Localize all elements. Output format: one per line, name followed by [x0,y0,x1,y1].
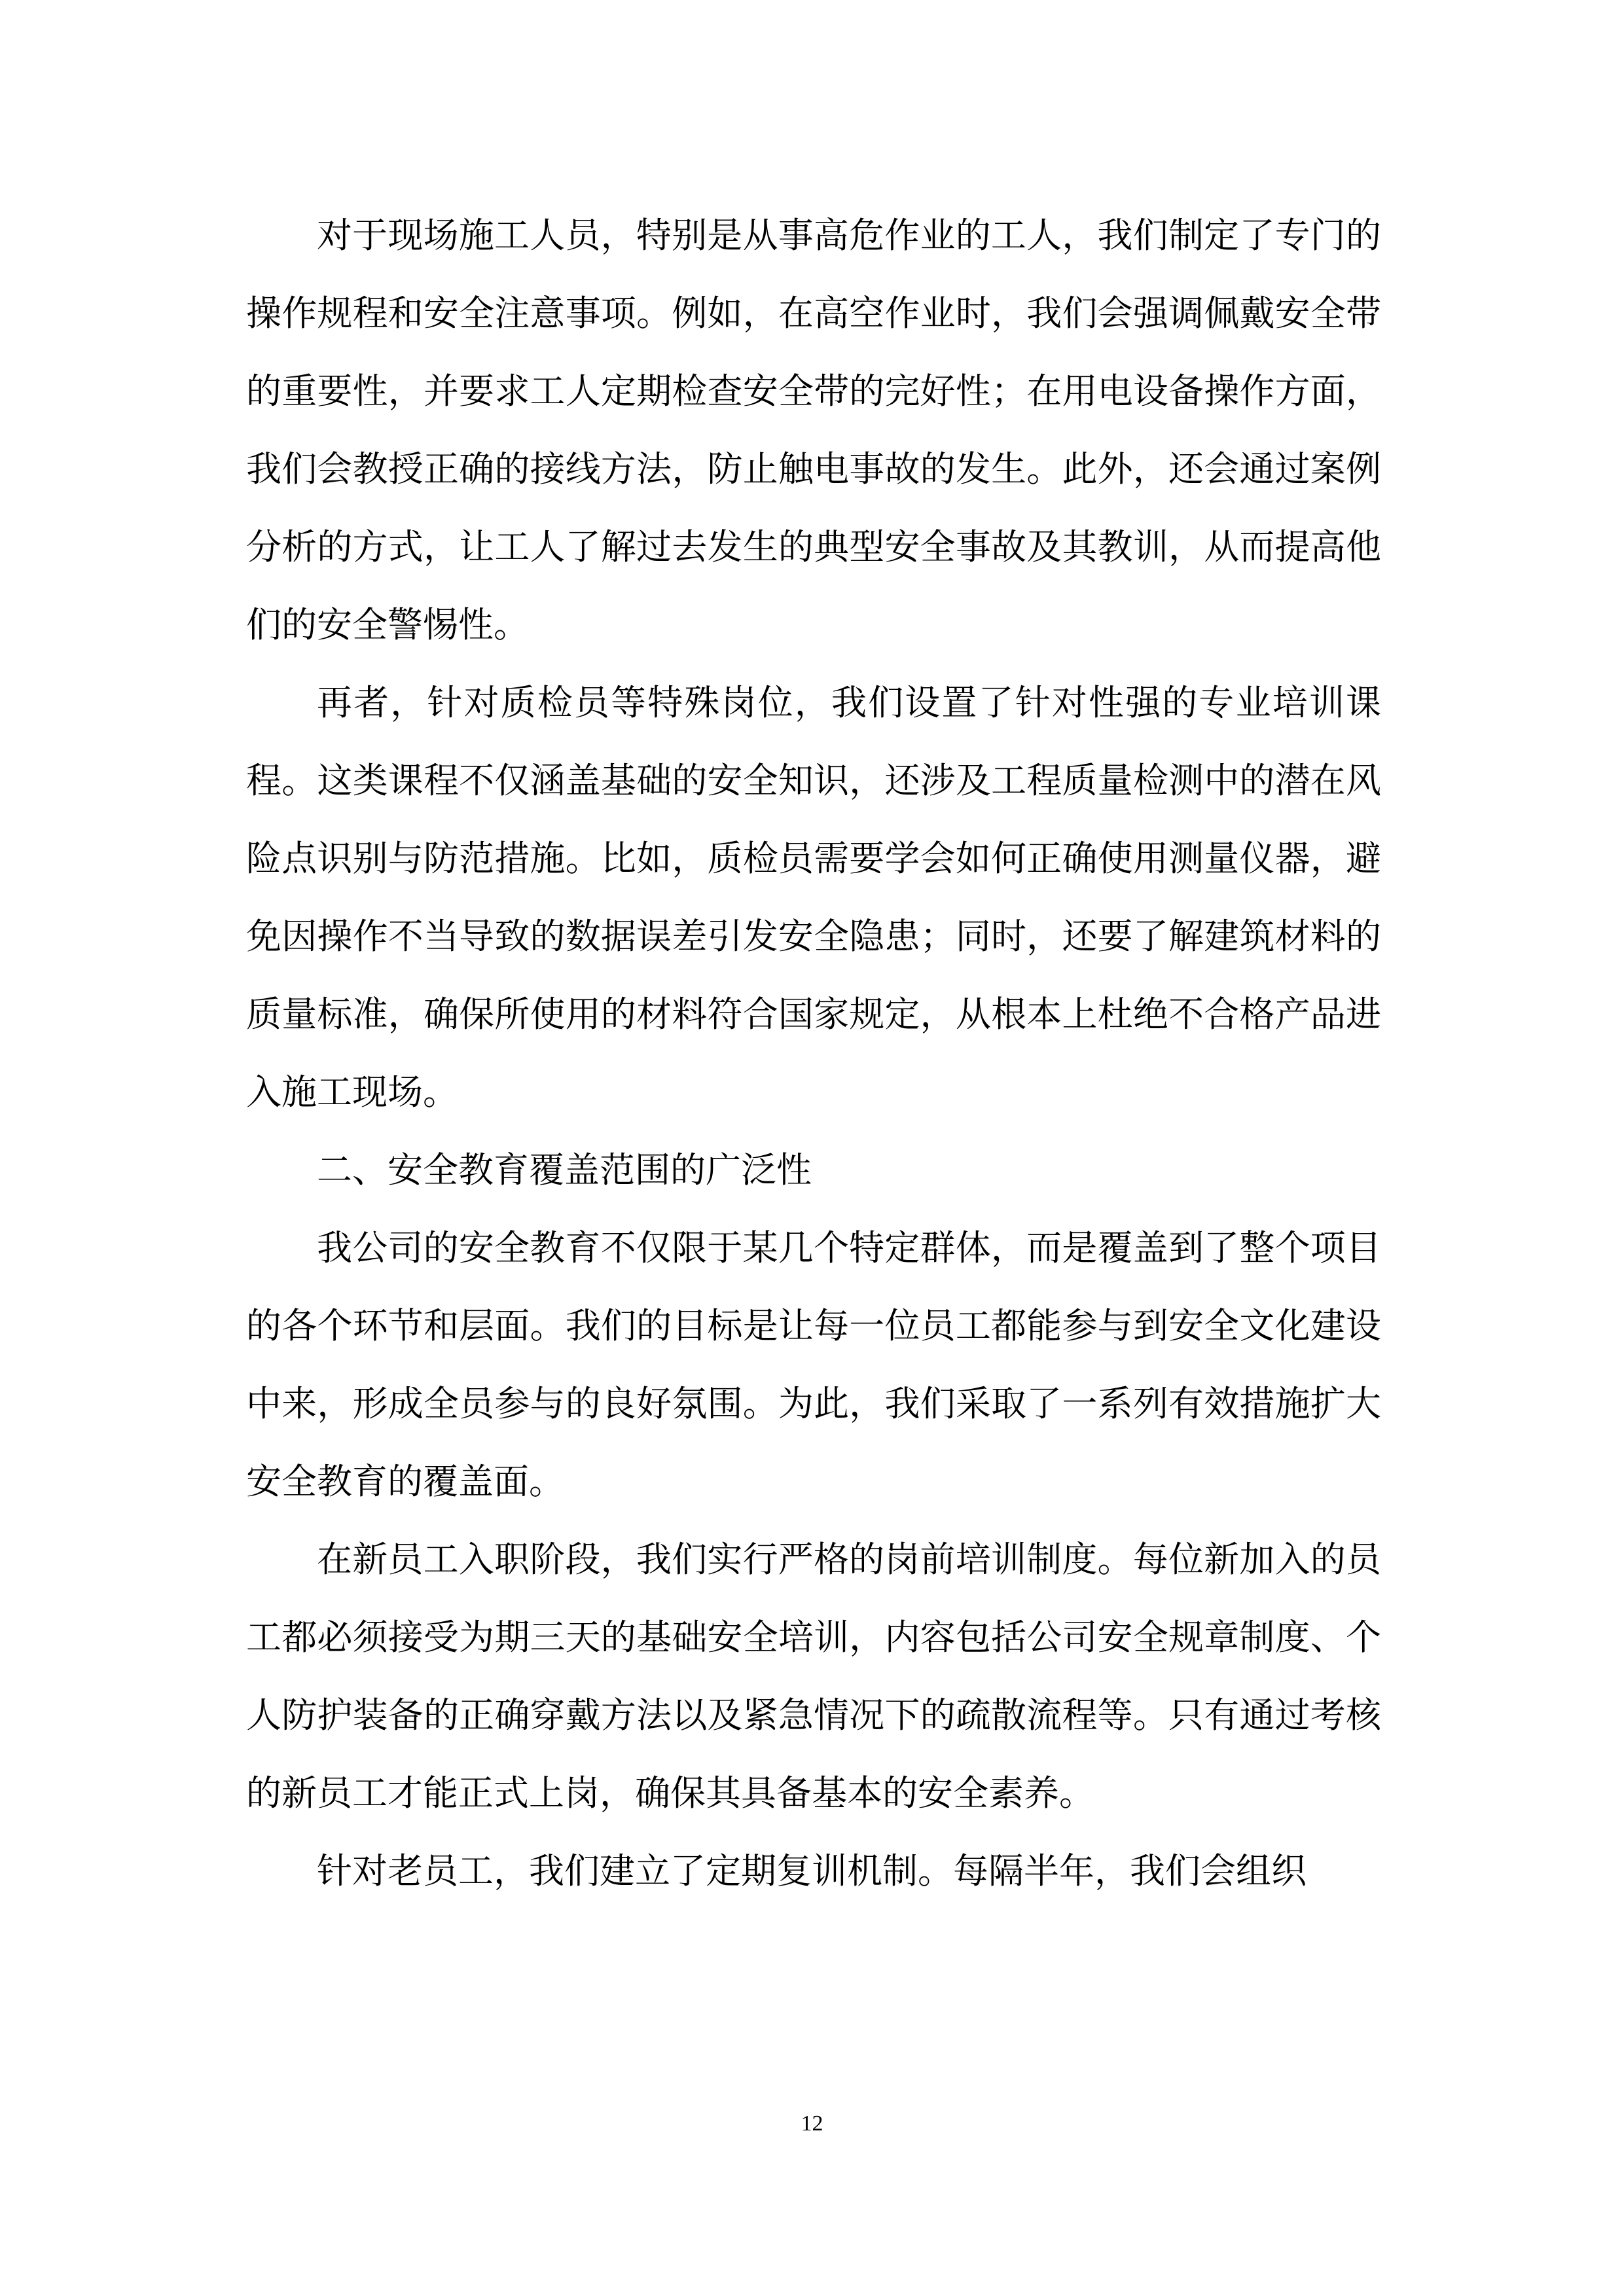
paragraph-veteran-employees: 针对老员工，我们建立了定期复训机制。每隔半年，我们会组织 [317,1850,1307,1892]
document-body [246,196,1381,1910]
paragraph-new-employees: 在新员工入职阶段，我们实行严格的岗前培训制度。每位新加入的员工都必须接受为期三天的基础安全培训，内容包括公司安全规章制度、个人防护装备的正确穿戴方法以及紧急情况下的疏散流程等。只有通过考核的新员工才能正式上岗，确保其具备基本的安全素养。 [246,1539,1381,1814]
paragraph-quality-inspectors: 再者，针对质检员等特殊岗位，我们设置了针对性强的专业培训课程。这类课程不仅涵盖基础的安全知识，还涉及工程质量检测中的潜在风险点识别与防范措施。比如，质检员需要学会如何正确使用测量仪器，避免因操作不当导致的数据误差引发安全隐患；同时，还要了解建筑材料的质量标准，确保所使用的材料符合国家规定，从根本上杜绝不合格产品进入施工现场。 [246,682,1381,1113]
section-heading-coverage: 二、安全教育覆盖范围的广泛性 [317,1149,812,1191]
paragraph-coverage-overview: 我公司的安全教育不仅限于某几个特定群体，而是覆盖到了整个项目的各个环节和层面。我们的目标是让每一位员工都能参与到安全文化建设中来，形成全员参与的良好氛围。为此，我们采取了一系列有效措施扩大安全教育的覆盖面。 [246,1227,1381,1502]
page-number: 12 [801,2111,823,2136]
paragraph-high-risk-workers: 对于现场施工人员，特别是从事高危作业的工人，我们制定了专门的操作规程和安全注意事项。例如，在高空作业时，我们会强调佩戴安全带的重要性，并要求工人定期检查安全带的完好性；在用电设备操作方面，我们会教授正确的接线方法，防止触电事故的发生。此外，还会通过案例分析的方式，让工人了解过去发生的典型安全事故及其教训，从而提高他们的安全警惕性。 [246,215,1381,645]
